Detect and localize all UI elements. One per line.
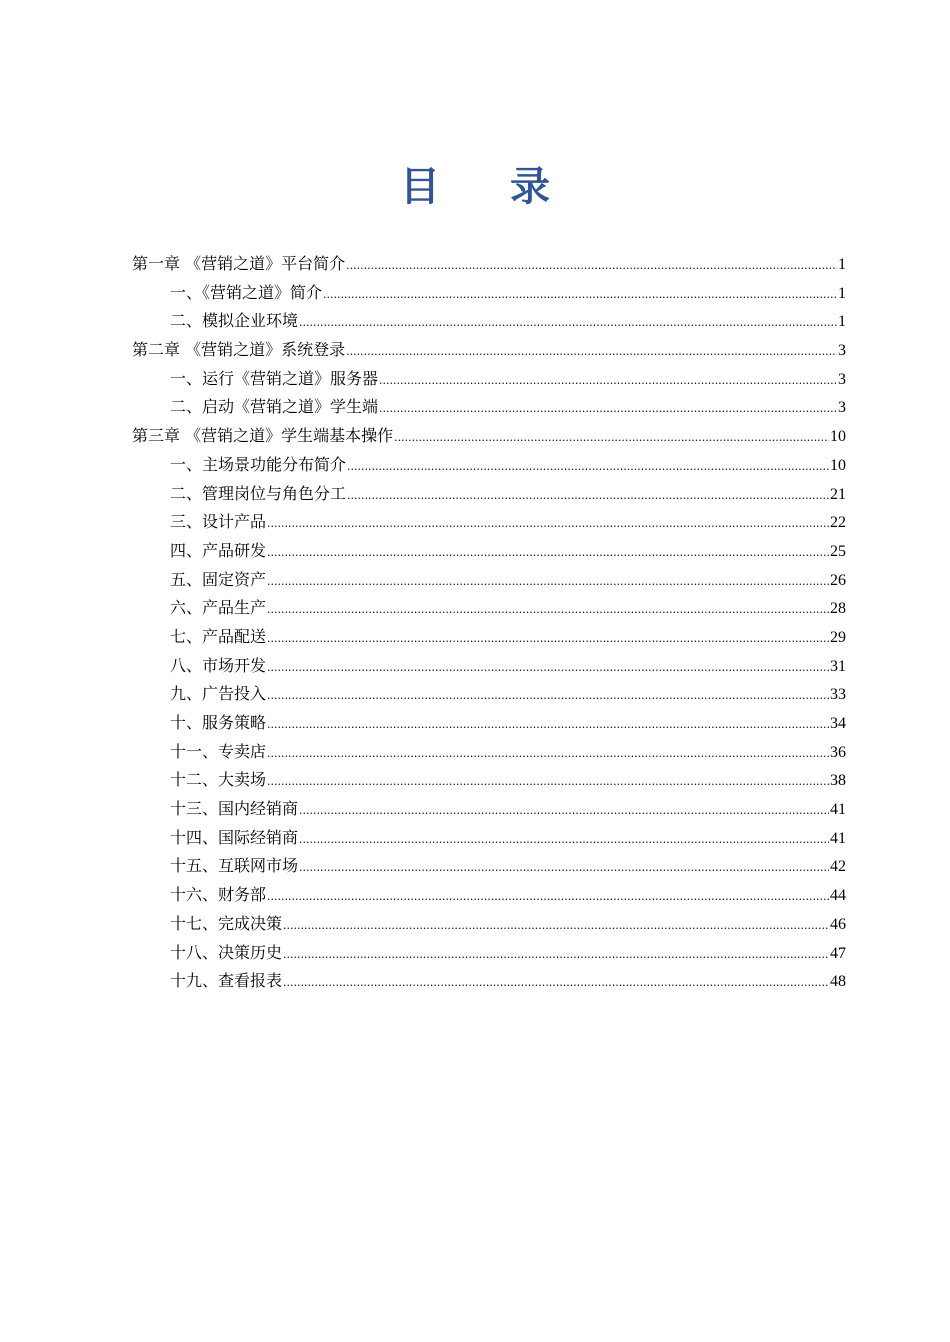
toc-page-number: 41	[830, 801, 846, 819]
toc-dot-leader	[347, 482, 829, 511]
toc-section-entry[interactable]	[132, 307, 846, 336]
toc-page-number: 36	[830, 743, 846, 761]
toc-page-number: 28	[830, 600, 846, 618]
toc-entry-text: 三、设计产品	[170, 512, 267, 532]
toc-entry-text: 四、产品研发	[170, 540, 267, 560]
toc-page-number: 44	[830, 887, 846, 905]
toc-page-number: 22	[830, 514, 846, 532]
toc-page-number: 1	[838, 256, 846, 273]
toc-chapter-entry[interactable]	[132, 336, 846, 365]
toc-entry-text: 五、固定资产	[170, 569, 267, 589]
toc-chapter-entry[interactable]	[132, 422, 846, 451]
toc-page-number: 42	[830, 858, 846, 876]
toc-dot-leader	[379, 395, 837, 424]
toc-page-number: 1	[838, 284, 846, 302]
toc-dot-leader	[267, 883, 829, 912]
toc-section-entry[interactable]	[132, 709, 846, 738]
toc-section-entry[interactable]	[132, 566, 846, 595]
toc-dot-leader	[394, 424, 829, 453]
toc-entry-text: 二、模拟企业环境	[170, 311, 299, 331]
toc-entry-text: 十六、财务部	[170, 885, 267, 905]
toc-section-entry[interactable]	[132, 766, 846, 795]
toc-dot-leader	[379, 367, 837, 396]
toc-section-entry[interactable]	[132, 652, 846, 681]
toc-entry-text: 七、产品配送	[170, 626, 267, 646]
toc-page-number: 41	[830, 829, 846, 847]
toc-section-entry[interactable]	[132, 881, 846, 910]
toc-section-entry[interactable]	[132, 480, 846, 509]
toc-section-entry[interactable]	[132, 738, 846, 767]
toc-dot-leader	[283, 912, 829, 941]
toc-page-number: 33	[830, 686, 846, 704]
toc-dot-leader	[267, 711, 829, 740]
toc-section-entry[interactable]	[132, 795, 846, 824]
toc-dot-leader	[299, 826, 829, 855]
toc-entry-text: 十、服务策略	[170, 713, 267, 732]
toc-entry-text: 十四、国际经销商	[170, 827, 299, 847]
page-title: 目 录	[400, 163, 578, 210]
toc-page-number: 3	[838, 399, 846, 417]
toc-entry-text: 九、广告投入	[170, 684, 267, 704]
toc-entry-text: 第一章 《营销之道》平台简介	[132, 254, 346, 273]
toc-entry-text: 一、主场景功能分布简介	[170, 454, 347, 474]
toc-dot-leader	[283, 941, 829, 970]
table-of-contents	[132, 250, 846, 996]
toc-section-entry[interactable]	[132, 910, 846, 939]
toc-dot-leader	[267, 510, 829, 539]
toc-page-number: 10	[830, 428, 846, 446]
toc-entry-text: 八、市场开发	[170, 655, 267, 675]
toc-dot-leader	[267, 568, 829, 597]
toc-entry-text: 十八、决策历史	[170, 942, 283, 962]
toc-section-entry[interactable]	[132, 939, 846, 968]
toc-page-number: 46	[830, 915, 846, 933]
toc-dot-leader	[267, 539, 829, 568]
toc-section-entry[interactable]	[132, 537, 846, 566]
toc-section-entry[interactable]	[132, 623, 846, 652]
toc-section-entry[interactable]	[132, 451, 846, 480]
toc-dot-leader	[267, 740, 829, 769]
toc-page-number: 3	[838, 370, 846, 388]
toc-entry-text: 一、《营销之道》简介	[170, 282, 323, 302]
toc-section-entry[interactable]	[132, 852, 846, 881]
toc-entry-text: 十九、查看报表	[170, 971, 283, 991]
toc-dot-leader	[267, 596, 829, 625]
toc-page-number: 38	[830, 772, 846, 790]
toc-dot-leader	[346, 252, 837, 281]
toc-section-entry[interactable]	[132, 594, 846, 623]
toc-section-entry[interactable]	[132, 680, 846, 709]
toc-section-entry[interactable]	[132, 508, 846, 537]
toc-dot-leader	[323, 281, 837, 310]
toc-entry-text: 二、启动《营销之道》学生端	[170, 397, 379, 417]
toc-entry-text: 十三、国内经销商	[170, 799, 299, 819]
toc-page-number: 26	[830, 571, 846, 589]
toc-chapter-entry[interactable]	[132, 250, 846, 279]
toc-entry-text: 第三章 《营销之道》学生端基本操作	[132, 426, 394, 446]
toc-dot-leader	[267, 682, 829, 711]
toc-section-entry[interactable]	[132, 824, 846, 853]
toc-section-entry[interactable]	[132, 967, 846, 996]
toc-entry-text: 第二章 《营销之道》系统登录	[132, 340, 346, 360]
toc-page-number: 34	[830, 715, 846, 732]
toc-dot-leader	[299, 797, 829, 826]
toc-page-number: 3	[838, 342, 846, 360]
toc-entry-text: 一、运行《营销之道》服务器	[170, 368, 379, 388]
toc-entry-text: 二、管理岗位与角色分工	[170, 483, 347, 503]
toc-dot-leader	[267, 654, 829, 683]
toc-page-number: 21	[830, 485, 846, 503]
toc-page-number: 48	[830, 973, 846, 991]
toc-section-entry[interactable]	[132, 365, 846, 394]
toc-entry-text: 十七、完成决策	[170, 913, 283, 933]
toc-entry-text: 六、产品生产	[170, 598, 267, 618]
toc-dot-leader	[299, 309, 837, 338]
toc-page-number: 31	[830, 657, 846, 675]
toc-entry-text: 十一、专卖店	[170, 741, 267, 761]
toc-page-number: 47	[830, 944, 846, 962]
toc-dot-leader	[346, 338, 837, 367]
toc-dot-leader	[267, 625, 829, 654]
toc-section-entry[interactable]	[132, 393, 846, 422]
toc-page-number: 25	[830, 542, 846, 560]
toc-dot-leader	[283, 969, 829, 998]
toc-dot-leader	[267, 768, 829, 797]
toc-section-entry[interactable]	[132, 279, 846, 308]
toc-entry-text: 十二、大卖场	[170, 770, 267, 790]
toc-dot-leader	[347, 453, 829, 482]
toc-page-number: 29	[830, 628, 846, 646]
toc-dot-leader	[299, 854, 829, 883]
toc-entry-text: 十五、互联网市场	[170, 856, 299, 876]
toc-page-number: 10	[830, 456, 846, 474]
toc-page-number: 1	[838, 313, 846, 331]
